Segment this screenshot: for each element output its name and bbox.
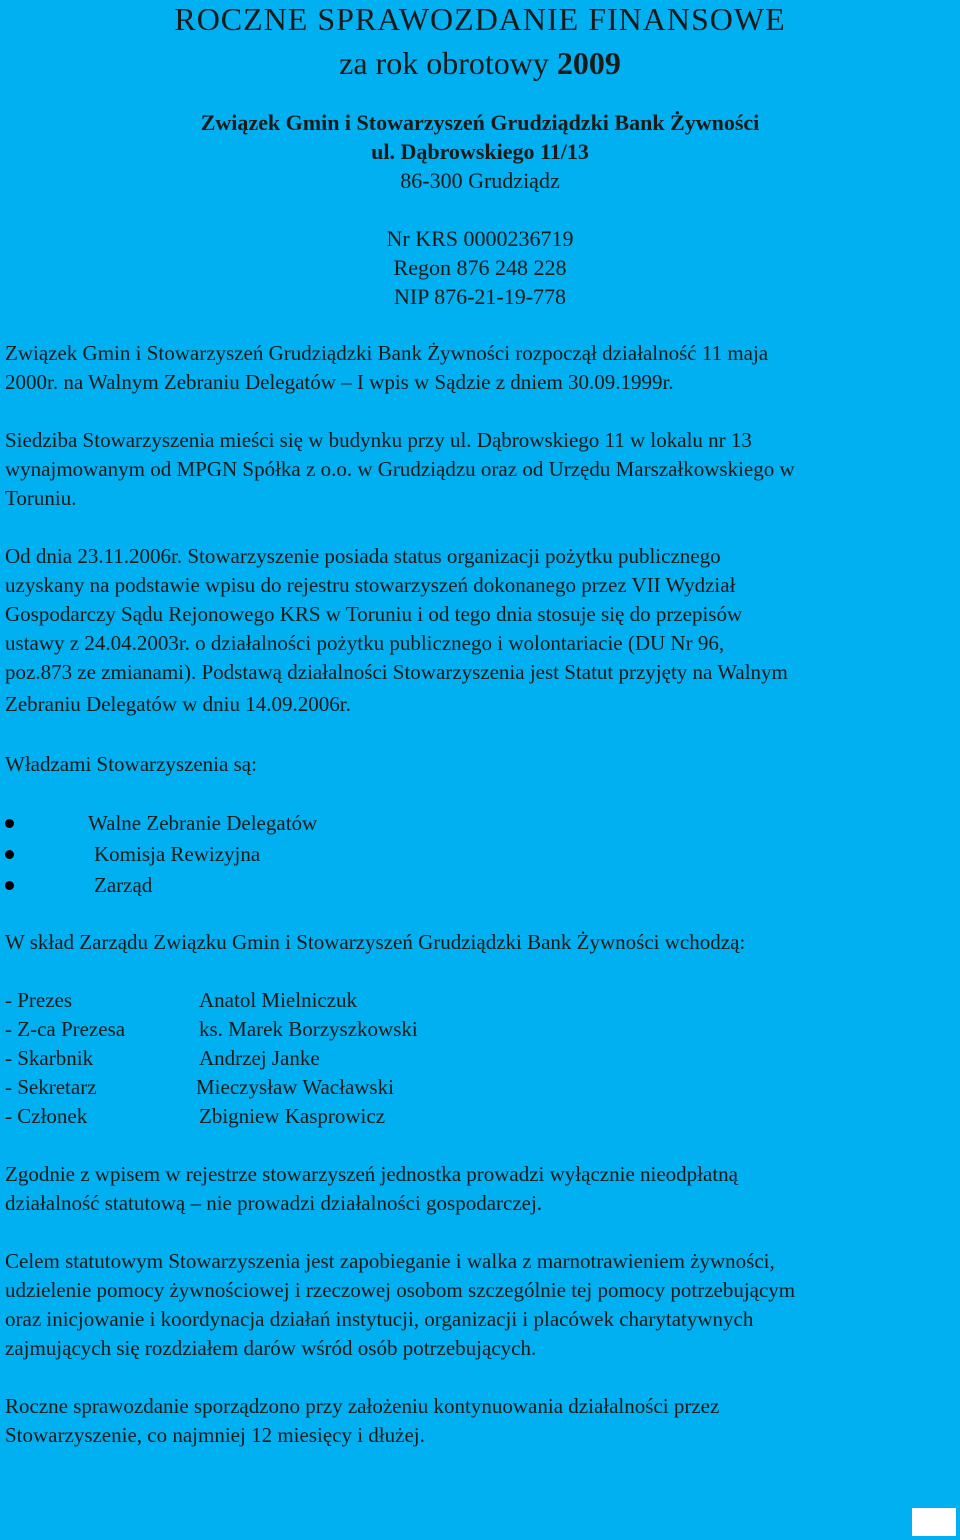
- board-intro: W skład Zarządu Związku Gmin i Stowarzyszeń Grudziądzki Bank Żywności wchodzą:: [5, 930, 746, 954]
- activity-paragraph-line: działalność statutową – nie prowadzi działalności gospodarczej.: [5, 1191, 543, 1215]
- report-paragraph-line: Roczne sprawozdanie sporządzono przy założeniu kontynuowania działalności przez: [5, 1394, 720, 1418]
- seat-paragraph-line: Toruniu.: [5, 486, 77, 510]
- activity-paragraph-line: Zgodnie z wpisem w rejestrze stowarzyszeń jednostka prowadzi wyłącznie nieodpłatną: [5, 1162, 738, 1186]
- board-member-name: Mieczysław Wacławski: [196, 1075, 394, 1099]
- seat-paragraph-line: Siedziba Stowarzyszenia mieści się w budynku przy ul. Dąbrowskiego 11 w lokalu nr 13: [5, 428, 752, 452]
- goal-paragraph-line: oraz inicjowanie i koordynacja działań instytucji, organizacji i placówek charytatywnych: [5, 1307, 754, 1331]
- period-year: 2009: [556, 45, 621, 81]
- krs-number: Nr KRS 0000236719: [386, 226, 574, 251]
- board-role: - Sekretarz: [5, 1075, 97, 1099]
- board-role: - Prezes: [5, 988, 73, 1012]
- board-role: - Z-ca Prezesa: [5, 1017, 126, 1041]
- organization-street: ul. Dąbrowskiego 11/13: [371, 139, 589, 164]
- status-paragraph-line: Od dnia 23.11.2006r. Stowarzyszenie posiada status organizacji pożytku publicznego: [5, 544, 721, 568]
- authority-item: Zarząd: [94, 870, 152, 900]
- start-paragraph-line: Związek Gmin i Stowarzyszeń Grudziądzki Bank Żywności rozpoczął działalność 11 maja: [5, 341, 769, 365]
- board-role: - Skarbnik: [5, 1046, 94, 1070]
- report-paragraph-line: Stowarzyszenie, co najmniej 12 miesięcy i dłużej.: [5, 1423, 425, 1447]
- bullet-icon: [5, 819, 14, 828]
- seat-paragraph-line: wynajmowanym od MPGN Spółka z o.o. w Grudziądzu oraz od Urzędu Marszałkowskiego w: [5, 457, 795, 481]
- status-paragraph-line: ustawy z 24.04.2003r. o działalności pożytku publicznego i wolontariacie (DU Nr 96,: [5, 631, 725, 655]
- goal-paragraph-line: udzielenie pomocy żywnościowej i rzeczowej osobom szczególnie tej pomocy potrzebującym: [5, 1278, 796, 1302]
- bullet-icon: [5, 881, 14, 890]
- goal-paragraph-line: Celem statutowym Stowarzyszenia jest zapobieganie i walka z marnotrawieniem żywności,: [5, 1249, 775, 1273]
- authorities-intro: Władzami Stowarzyszenia są:: [5, 752, 257, 776]
- start-paragraph-line: 2000r. na Walnym Zebraniu Delegatów – I wpis w Sądzie z dniem 30.09.1999r.: [5, 370, 674, 394]
- report-title: ROCZNE SPRAWOZDANIE FINANSOWE: [174, 1, 786, 37]
- board-member-name: Anatol Mielniczuk: [199, 988, 358, 1012]
- authority-item: Komisja Rewizyjna: [94, 839, 260, 869]
- board-member-name: Zbigniew Kasprowicz: [199, 1104, 386, 1128]
- status-paragraph-line: poz.873 ze zmianami). Podstawą działalności Stowarzyszenia jest Statut przyjęty na Walnym: [5, 660, 788, 684]
- status-paragraph-line: Zebraniu Delegatów w dniu 14.09.2006r.: [5, 692, 351, 716]
- board-role: - Członek: [5, 1104, 88, 1128]
- board-member-name: Andrzej Janke: [199, 1046, 320, 1070]
- bullet-icon: [5, 850, 14, 859]
- organization-city: 86-300 Grudziądz: [400, 168, 560, 193]
- board-member-name: ks. Marek Borzyszkowski: [199, 1017, 418, 1041]
- report-period: [0, 44, 960, 82]
- goal-paragraph-line: zajmujących się rozdziałem darów wśród osób potrzebujących.: [5, 1336, 537, 1360]
- regon-number: Regon 876 248 228: [393, 255, 567, 280]
- organization-name: Związek Gmin i Stowarzyszeń Grudziądzki Bank Żywności: [200, 110, 760, 135]
- period-label: za rok obrotowy: [339, 45, 549, 81]
- page-corner-box: [912, 1508, 956, 1536]
- status-paragraph-line: uzyskany na podstawie wpisu do rejestru stowarzyszeń dokonanego przez VII Wydział: [5, 573, 736, 597]
- status-paragraph-line: Gospodarczy Sądu Rejonowego KRS w Toruniu i od tego dnia stosuje się do przepisów: [5, 602, 743, 626]
- nip-number: NIP 876-21-19-778: [393, 284, 567, 309]
- authority-item: Walne Zebranie Delegatów: [88, 808, 317, 838]
